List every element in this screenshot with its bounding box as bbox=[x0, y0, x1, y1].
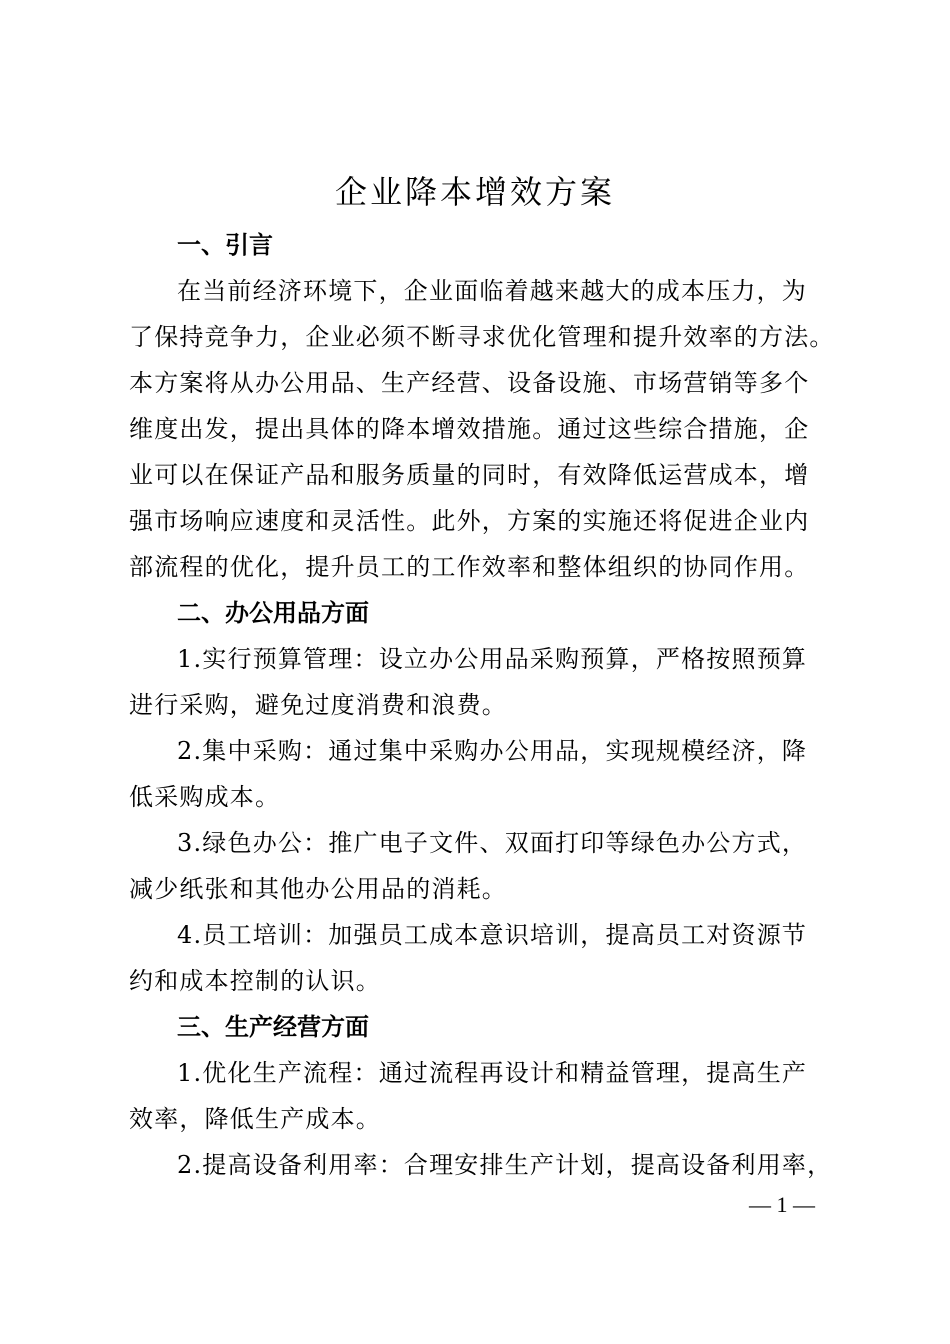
text-line: 约和成本控制的认识。 bbox=[129, 967, 381, 995]
section-heading-introduction: 一、引言 bbox=[177, 231, 273, 259]
text-line: 在当前经济环境下，企业面临着越来越大的成本压力，为 bbox=[177, 277, 807, 305]
paragraph bbox=[129, 1142, 833, 1188]
text-line: 低采购成本。 bbox=[129, 783, 281, 811]
text-line: 了保持竞争力，企业必须不断寻求优化管理和提升效率的方法。 bbox=[129, 323, 835, 351]
section-heading-production-operations: 三、生产经营方面 bbox=[177, 1013, 369, 1041]
paragraph bbox=[129, 912, 819, 1004]
paragraph bbox=[129, 268, 835, 590]
text-line: 1.实行预算管理：设立办公用品采购预算，严格按照预算 bbox=[177, 645, 808, 673]
text-line: 减少纸张和其他办公用品的消耗。 bbox=[129, 875, 507, 903]
document-title: 企业降本增效方案 bbox=[334, 173, 615, 211]
text-line: 业可以在保证产品和服务质量的同时，有效降低运营成本，增 bbox=[129, 461, 810, 489]
document-body bbox=[129, 222, 835, 1188]
text-line: 效率，降低生产成本。 bbox=[129, 1105, 381, 1133]
paragraph bbox=[129, 1050, 819, 1142]
text-line: 部流程的优化，提升员工的工作效率和整体组织的协同作用。 bbox=[129, 553, 810, 581]
paragraph bbox=[129, 728, 819, 820]
section-heading-office-supplies: 二、办公用品方面 bbox=[177, 599, 369, 627]
text-line: 1.优化生产流程：通过流程再设计和精益管理，提高生产 bbox=[177, 1059, 808, 1087]
text-line: 本方案将从办公用品、生产经营、设备设施、市场营销等多个 bbox=[129, 369, 810, 397]
text-line: 进行采购，避免过度消费和浪费。 bbox=[129, 691, 507, 719]
text-line: 2.提高设备利用率：合理安排生产计划，提高设备利用率， bbox=[177, 1151, 833, 1179]
text-line: 强市场响应速度和灵活性。此外，方案的实施还将促进企业内 bbox=[129, 507, 810, 535]
paragraph bbox=[129, 636, 819, 728]
text-line: 4.员工培训：加强员工成本意识培训，提高员工对资源节 bbox=[177, 921, 808, 949]
text-line: 2.集中采购：通过集中采购办公用品，实现规模经济，降 bbox=[177, 737, 808, 765]
paragraph bbox=[129, 820, 819, 912]
page-number: — 1 — bbox=[749, 1192, 815, 1217]
text-line: 3.绿色办公：推广电子文件、双面打印等绿色办公方式， bbox=[177, 829, 808, 857]
text-line: 维度出发，提出具体的降本增效措施。通过这些综合措施，企 bbox=[129, 415, 810, 443]
